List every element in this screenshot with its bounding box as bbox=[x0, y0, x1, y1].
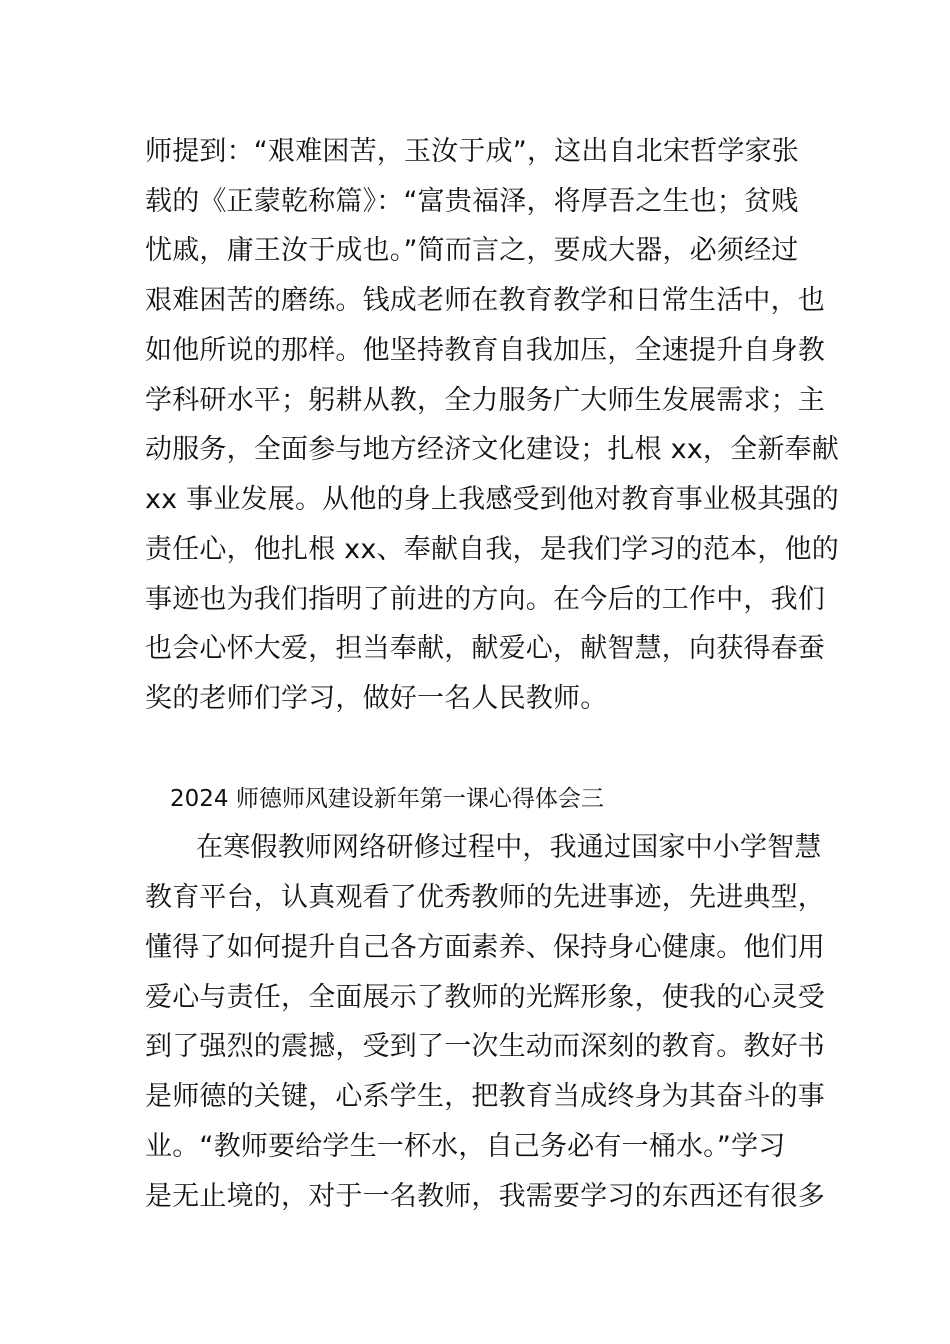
paragraph-1-line-12: 奖的老师们学习，做好一名人民教师。 bbox=[145, 683, 608, 714]
paragraph-2-line-1: 在寒假教师网络研修过程中，我通过国家中小学智慧 bbox=[196, 832, 822, 863]
paragraph-1-line-3: 忧戚，庸王汝于成也。”简而言之，要成大器，必须经过 bbox=[145, 235, 799, 266]
paragraph-2-line-7: 业。“教师要给学生一杯水，自己务必有一桶水。”学习 bbox=[145, 1131, 786, 1162]
paragraph-2-line-5: 到了强烈的震撼，受到了一次生动而深刻的教育。教好书 bbox=[145, 1031, 825, 1062]
paragraph-1-line-8: xx 事业发展。从他的身上我感受到他对教育事业极其强的 bbox=[145, 484, 839, 515]
paragraph-1-line-9: 责任心，他扎根 xx、奉献自我，是我们学习的范本，他的 bbox=[145, 534, 839, 565]
paragraph-2-line-8: 是无止境的，对于一名教师，我需要学习的东西还有很多 bbox=[145, 1181, 825, 1212]
section-heading: 2024 师德师风建设新年第一课心得体会三 bbox=[170, 786, 604, 812]
paragraph-1-line-5: 如他所说的那样。他坚持教育自我加压，全速提升自身教 bbox=[145, 335, 825, 366]
paragraph-2-line-2: 教育平台，认真观看了优秀教师的先进事迹，先进典型， bbox=[145, 882, 825, 913]
paragraph-1-line-1: 师提到：“艰难困苦，玉汝于成”，这出自北宋哲学家张 bbox=[145, 136, 799, 167]
paragraph-1-line-4: 艰难困苦的磨练。钱成老师在教育教学和日常生活中，也 bbox=[145, 285, 825, 316]
paragraph-1-line-7: 动服务，全面参与地方经济文化建设；扎根 xx，全新奉献 bbox=[145, 434, 839, 465]
paragraph-1-line-2: 载的《正蒙乾称篇》：“富贵福泽，将厚吾之生也；贫贱 bbox=[145, 186, 799, 217]
paragraph-2-line-3: 懂得了如何提升自己各方面素养、保持身心健康。他们用 bbox=[145, 932, 825, 963]
paragraph-1-line-10: 事迹也为我们指明了前进的方向。在今后的工作中，我们 bbox=[145, 584, 825, 615]
paragraph-2-line-6: 是师德的关键，心系学生，把教育当成终身为其奋斗的事 bbox=[145, 1081, 825, 1112]
paragraph-1-line-6: 学科研水平；躬耕从教，全力服务广大师生发展需求；主 bbox=[145, 385, 825, 416]
paragraph-1-line-11: 也会心怀大爱，担当奉献，献爱心，献智慧，向获得春蚕 bbox=[145, 633, 825, 664]
paragraph-2-line-4: 爱心与责任，全面展示了教师的光辉形象，使我的心灵受 bbox=[145, 982, 825, 1013]
